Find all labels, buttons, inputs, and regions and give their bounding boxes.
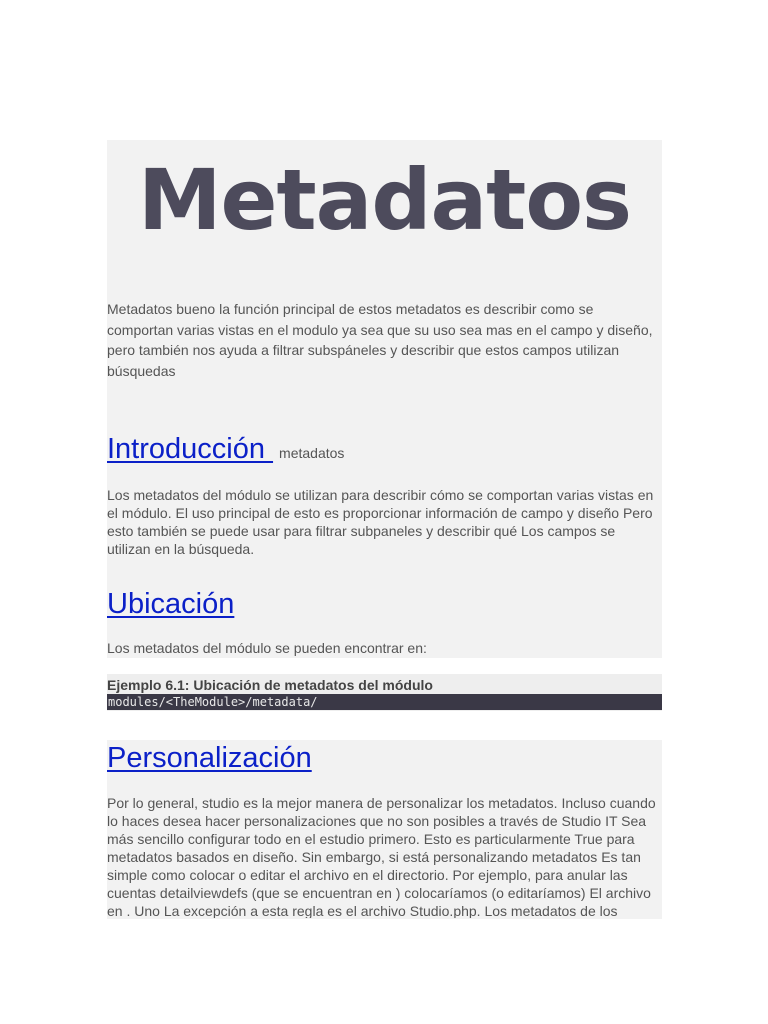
heading-ubicacion-link[interactable]: Ubicación [107, 588, 235, 620]
personalizacion-body: Por lo general, studio es la mejor manera de personalizar los metadatos. Incluso cuando lo haces desea hacer personalizaciones que no son posibles a través de Studio IT Sea más sencillo configurar todo en el estudio primero. Esto es particularmente True para metadatos basados en diseño. Sin embargo, si está personalizando metadatos Es tan simple como colocar o editar el archivo en el directorio. Por ejemplo, para anular las cuentas detailviewdefs (que se encuentran en ) colocaríamos (o editaríamos) El archivo en . Uno La excepción a esta regla es el archivo Studio.php. Los metadatos de los [107, 795, 656, 918]
page-title: Metadatos [137, 151, 632, 249]
heading-personalizacion [107, 741, 312, 775]
heading-introduccion-link[interactable]: Introducción [107, 433, 274, 465]
heading-ubicacion [107, 587, 234, 621]
introduccion-body: Los metadatos del módulo se utilizan para describir cómo se comportan varias vistas en el módulo. El uso principal de esto es proporcionar información de campo y diseño Pero esto también se puede usar para filtrar subpaneles y describir qué Los campos se utilizan en la búsqueda. [107, 487, 654, 557]
example-caption: Ejemplo 6.1: Ubicación de metadatos del módulo [107, 677, 433, 693]
heading-introduccion [107, 432, 344, 470]
content-block-main [107, 140, 662, 658]
heading-introduccion-suffix: metadatos [279, 445, 345, 461]
ubicacion-body: Los metadatos del módulo se pueden encontrar en: [107, 640, 427, 656]
heading-personalizacion-link[interactable]: Personalización [107, 742, 312, 774]
intro-paragraph: Metadatos bueno la función principal de estos metadatos es describir como se comportan varias vistas en el modulo ya sea que su uso sea mas en el campo y diseño, pero también nos ayuda a filtrar subspáneles y describir que estos campos utilizan búsquedas [107, 301, 653, 379]
personalizacion-body-container [107, 794, 662, 918]
code-path: modules/<TheModule>/metadata/ [107, 694, 662, 710]
